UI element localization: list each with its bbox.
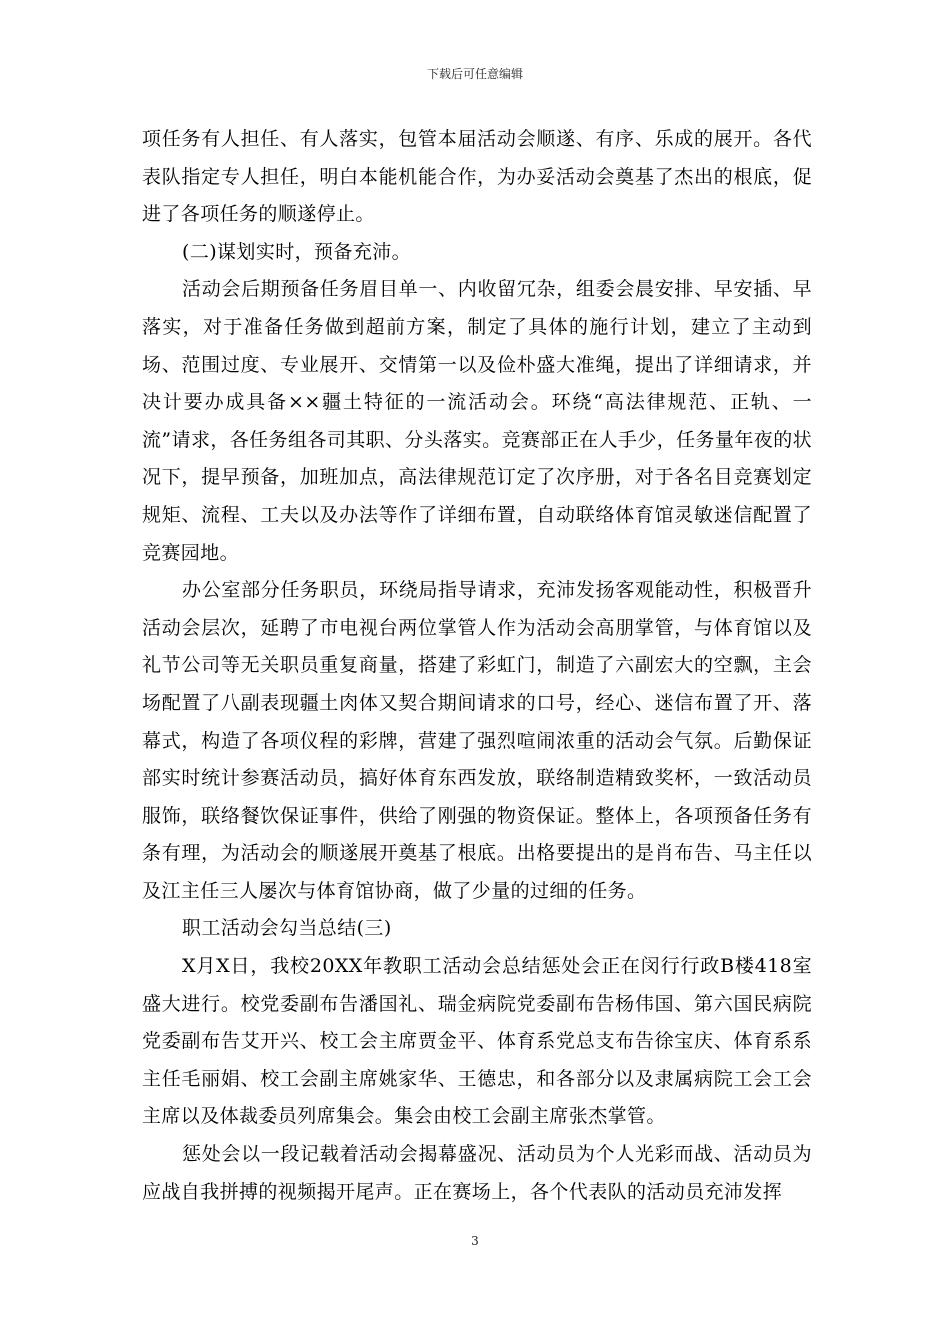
page-header: 下载后可任意编辑	[426, 67, 523, 81]
paragraph: 活动会后期预备任务眉目单一、内收留冗杂，组委会晨安排、早安插、早落实，对于准备任务做到超前方案，制定了具体的施行计划，建立了主动到场、范围过度、专业展开、交情第一以及俭朴盛大准绳，提出了详细请求，并决计要办成具备××疆土特征的一流活动会。环绕“高法律规范、正轨、一流”请求，各任务组各司其职、分头落实。竞赛部正在人手少，任务量年夜的状况下，提早预备，加班加点，高法律规范订定了次序册，对于各名目竞赛划定规矩、流程、工夫以及办法等作了详细布置，自动联络体育馆灵敏迷信配置了竞赛园地。	[142, 278, 812, 564]
page-number: 3	[471, 1234, 479, 1248]
paragraph: 办公室部分任务职员，环绕局指导请求，充沛发扬客观能动性，积极晋升活动会层次，延聘了市电视台两位掌管人作为活动会高朋掌管，与体育馆以及礼节公司等无关职员重复商量，搭建了彩虹门，制造了六副宏大的空飘，主会场配置了八副表现疆土肉体又契合期间请求的口号，经心、迷信布置了开、落幕式，构造了各项仪程的彩牌，营建了强烈喧闹浓重的活动会气氛。后勤保证部实时统计参赛活动员，搞好体育东西发放，联络制造精致奖杯，一致活动员服饰，联络餐饮保证事件，供给了刚强的物资保证。整体上，各项预备任务有条有理，为活动会的顺遂展开奠基了根底。出格要提出的是肖布告、马主任以及江主任三人屡次与体育馆协商，做了少量的过细的任务。	[142, 579, 812, 902]
section-heading: (二)谋划实时，预备充沛。	[182, 240, 412, 263]
paragraph: X月X日，我校20XX年教职工活动会总结惩处会正在闵行行政B楼418室盛大进行。校党委副布告潘国礼、瑞金病院党委副布告杨伟国、第六国民病院党委副布告艾开兴、校工会主席贾金平、体育系党总支布告徐宝庆、体育系系主任毛丽娟、校工会副主席姚家华、王德忠，和各部分以及隶属病院工会工会主席以及体裁委员列席集会。集会由校工会副主席张杰掌管。	[142, 955, 812, 1128]
document-body	[142, 121, 812, 1211]
paragraph: 项任务有人担任、有人落实，包管本届活动会顺遂、有序、乐成的展开。各代表队指定专人担任，明白本能机能合作，为办妥活动会奠基了杰出的根底，促进了各项任务的顺遂停止。	[142, 128, 812, 226]
section-heading: 职工活动会勾当总结(三)	[182, 917, 392, 940]
paragraph: 惩处会以一段记载着活动会揭幕盛况、活动员为个人光彩而战、活动员为应战自我拼搏的视频揭开尾声。正在赛场上，各个代表队的活动员充沛发挥	[142, 1143, 812, 1203]
